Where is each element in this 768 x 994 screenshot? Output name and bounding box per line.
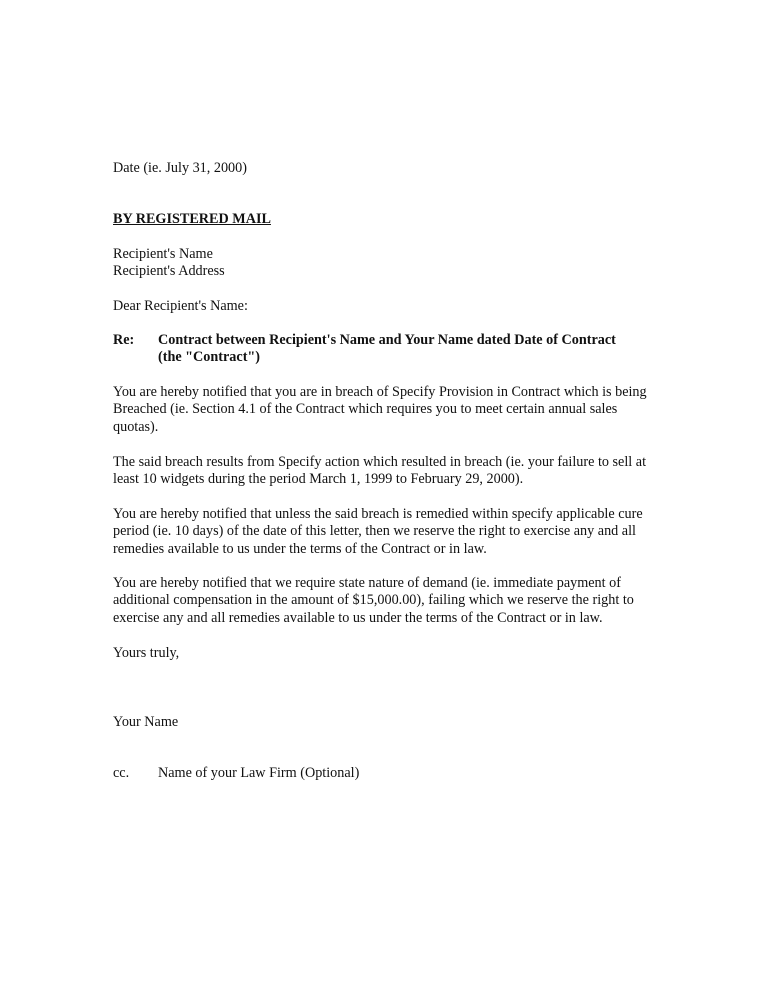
body-paragraph-cure-period: You are hereby notified that unless the said breach is remedied within specify applicable cure period (ie. 10 days) of the date of this letter, then we reserve the right to exercise any and all remedies available to us under the terms of the Contract or in law. <box>113 506 643 557</box>
cc-recipient: Name of your Law Firm (Optional) <box>158 765 360 781</box>
cc-line <box>113 765 661 782</box>
delivery-method: BY REGISTERED MAIL <box>113 211 271 227</box>
body-paragraph-cause: The said breach results from Specify action which resulted in breach (ie. your failure to sell at least 10 widgets during the period March 1, 1999 to February 29, 2000). <box>113 454 647 488</box>
subject-text-line1: Contract between Recipient's Name and Your Name dated Date of Contract <box>158 332 616 348</box>
subject-text-line2: (the "Contract") <box>158 349 261 366</box>
body-paragraph-demand: You are hereby notified that we require state nature of demand (ie. immediate payment of additional compensation in the amount of $15,000.00), failing which we reserve the right to exercise any and all remedies available to us under the terms of the Contract or in law. <box>113 575 634 626</box>
recipient-address: Recipient's Address <box>113 263 225 280</box>
recipient-block <box>113 246 661 281</box>
subject-label: Re: <box>113 332 135 348</box>
salutation: Dear Recipient's Name: <box>113 298 248 314</box>
signature-name: Your Name <box>113 714 179 730</box>
recipient-name: Recipient's Name <box>113 246 213 262</box>
closing: Yours truly, <box>113 645 180 661</box>
letter-date: Date (ie. July 31, 2000) <box>113 160 247 176</box>
cc-label: cc. <box>113 765 130 781</box>
body-paragraph-breach: You are hereby notified that you are in breach of Specify Provision in Contract which is being Breached (ie. Section 4.1 of the Contract which requires you to meet certain annual sales quotas). <box>113 384 647 435</box>
subject-line <box>113 332 661 367</box>
